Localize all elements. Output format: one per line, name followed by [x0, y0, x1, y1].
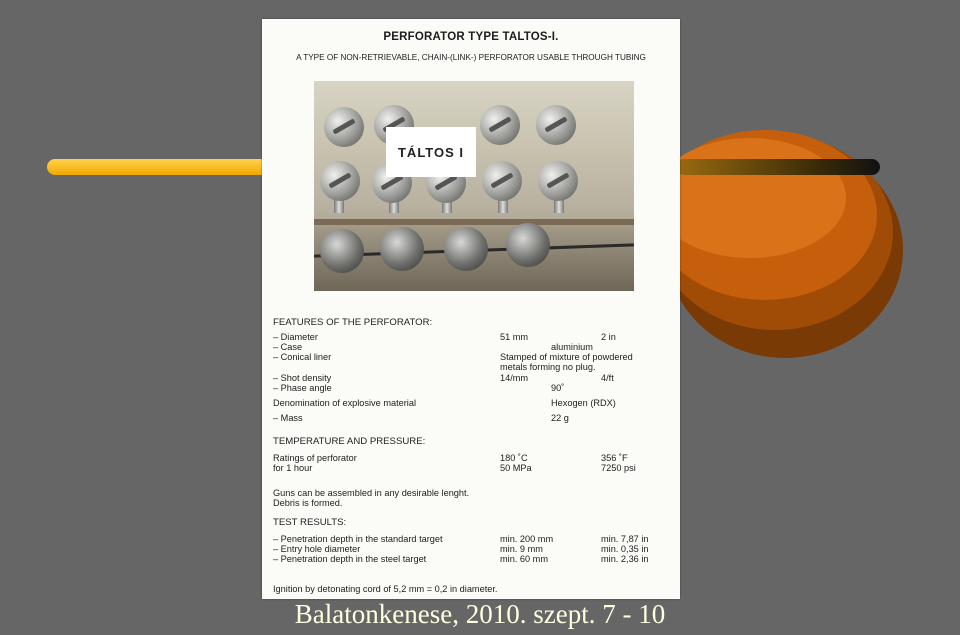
accent-bar-right: [676, 159, 880, 175]
diameter-label: – Diameter: [273, 332, 318, 342]
case-label: – Case: [273, 342, 303, 352]
ignition-note: Ignition by detonating cord of 5,2 mm = 0,2 in diameter.: [273, 584, 498, 594]
pressure-imperial: 7250 psi: [601, 463, 636, 473]
tests-heading: TEST RESULTS:: [273, 517, 347, 528]
temp-imperial: 356 ˚F: [601, 453, 628, 463]
shaped-charge: [538, 161, 578, 201]
document-title: PERFORATOR TYPE TALTOS-I.: [383, 31, 559, 43]
phase-angle-label: – Phase angle: [273, 383, 332, 393]
test-row-metric: min. 9 mm: [500, 544, 543, 554]
shot-density-label: – Shot density: [273, 373, 332, 383]
shaped-charge: [536, 105, 576, 145]
shaped-charge: [482, 161, 522, 201]
case-value: aluminium: [551, 342, 593, 352]
liner-label: – Conical liner: [273, 352, 332, 362]
test-row-label: – Entry hole diameter: [273, 544, 361, 554]
datasheet-page: [262, 19, 680, 599]
test-row-imperial: min. 7,87 in: [601, 534, 649, 544]
liner-value-2: metals forming no plug.: [500, 362, 596, 372]
charge-ball: [444, 227, 488, 271]
charge-ball: [506, 223, 550, 267]
shaped-charge: [324, 107, 364, 147]
charge-ball: [380, 227, 424, 271]
explosive-value: Hexogen (RDX): [551, 398, 616, 408]
features-heading: FEATURES OF THE PERFORATOR:: [273, 317, 433, 328]
test-row-metric: min. 200 mm: [500, 534, 554, 544]
temperature-heading: TEMPERATURE AND PRESSURE:: [273, 436, 426, 447]
mass-value: 22 g: [551, 413, 569, 423]
mass-label: – Mass: [273, 413, 303, 423]
test-row-imperial: min. 2,36 in: [601, 554, 649, 564]
shot-density-imperial: 4/ft: [601, 373, 614, 383]
shaped-charge: [320, 161, 360, 201]
ratings-label-1: Ratings of perforator: [273, 453, 357, 463]
accent-bar-left: [47, 159, 277, 175]
test-row-label: – Penetration depth in the standard target: [273, 534, 443, 544]
document-subtitle: A TYPE OF NON-RETRIEVABLE, CHAIN-(LINK-) PERFORATOR USABLE THROUGH TUBING: [296, 53, 646, 62]
photo-label-card: TÁLTOS I: [386, 127, 476, 177]
phase-angle-value: 90˚: [551, 383, 565, 393]
shot-density-metric: 14/mm: [500, 373, 529, 383]
ratings-label-2: for 1 hour: [273, 463, 313, 473]
test-row-metric: min. 60 mm: [500, 554, 548, 564]
test-row-label: – Penetration depth in the steel target: [273, 554, 427, 564]
shaped-charge: [480, 105, 520, 145]
explosive-label: Denomination of explosive material: [273, 398, 416, 408]
diameter-metric: 51 mm: [500, 332, 529, 342]
test-row-imperial: min. 0,35 in: [601, 544, 649, 554]
diameter-imperial: 2 in: [601, 332, 616, 342]
liner-value-1: Stamped of mixture of powdered: [500, 352, 633, 362]
perforator-photo: [314, 81, 634, 291]
charge-ball: [320, 229, 364, 273]
slide-caption: Balatonkenese, 2010. szept. 7 - 10: [294, 599, 666, 629]
note-line-1: Guns can be assembled in any desirable lenght.: [273, 488, 470, 498]
pressure-metric: 50 MPa: [500, 463, 532, 473]
note-line-2: Debris is formed.: [273, 498, 343, 508]
temp-metric: 180 ˚C: [500, 453, 528, 463]
